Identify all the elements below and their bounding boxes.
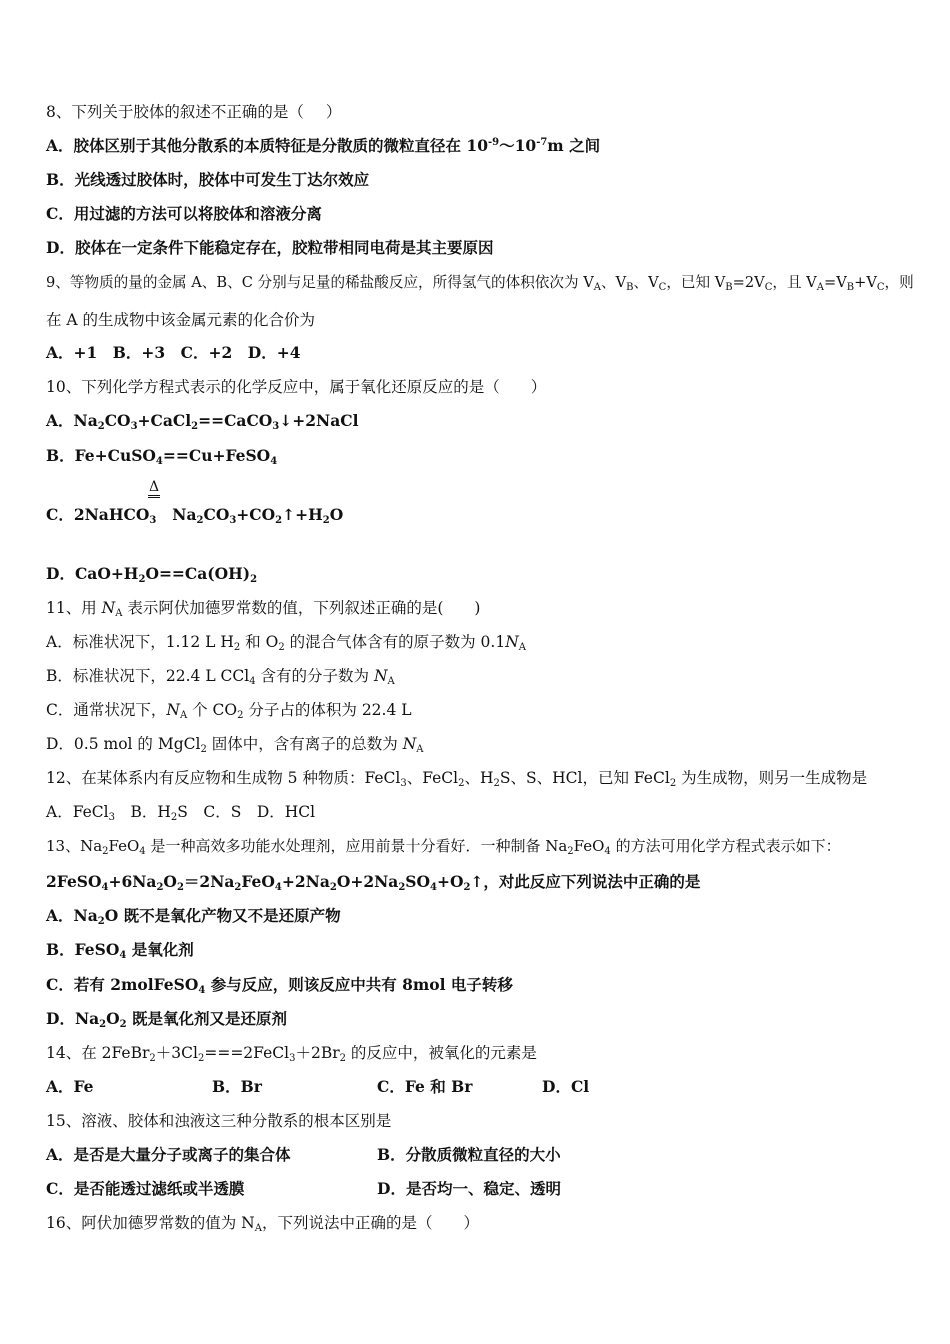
q16-stem: 16、阿伏加德罗常数的值为 $N_A$，下列说法中正确的是（ ） (46, 1214, 479, 1234)
q8-option-d: D．胶体在一定条件下能稳定存在，胶粒带相同电荷是其主要原因 (46, 238, 494, 257)
q15-option-b: B．分散质微粒直径的大小 (377, 1145, 561, 1164)
q11-option-c: C．通常状况下，$N_A$ 个 $CO_2$ 分子占的体积为 22.4 L (46, 701, 412, 721)
q8-option-b: B．光线透过胶体时，胶体中可发生丁达尔效应 (46, 170, 370, 189)
q12-options: A．FeCl$_3$ B．$H_2S$ C．S D．HCl (46, 803, 316, 823)
q13-option-c: C．若有 2molFeSO$_4$ 参与反应，则该反应中共有 8mol 电子转移 (46, 975, 513, 996)
q14-option-c: C．Fe 和 Br (377, 1077, 473, 1096)
q9-stem-line1: 9、等物质的量的金属 A、B、C 分别与足量的稀盐酸反应，所得氢气的体积依次为 $V_A$、$V_B$、$V_C$，已知 $V_B=2V_C$，且 $V_A=V_B+V_C$，则 (46, 274, 914, 293)
q13-option-a: A．$Na_2O$ 既不是氧化产物又不是还原产物 (46, 906, 341, 927)
q11-stem: 11、用 $N_A$ 表示阿伏加德罗常数的值，下列叙述正确的是( ) (46, 599, 481, 619)
q11-option-b: B．标准状况下，22.4 L CCl$_4$ 含有的分子数为 $N_A$ (46, 667, 395, 687)
q10-option-d: D．$CaO+H_2O==Ca(OH)_2$ (46, 564, 258, 585)
q8-option-a: A．胶体区别于其他分散系的本质特征是分散质的微粒直径在 $10^{-9}\sim 10^{-7}m$ 之间 (46, 136, 601, 155)
q13-equation: $2FeSO_4+6Na_2O_2=2Na_2FeO_4+2Na_2O+2Na_2SO_4+O_2↑$，对此反应下列说法中正确的是 (46, 872, 701, 893)
q10-stem: 10、下列化学方程式表示的化学反应中，属于氧化还原反应的是（ ） (46, 378, 547, 396)
q8-stem: 8、下列关于胶体的叙述不正确的是（ ） (46, 103, 342, 121)
q10-option-a: A．$Na_2CO_3+CaCl_2==CaCO_3↓+2NaCl$ (46, 411, 359, 432)
q13-stem: 13、$Na_2FeO_4$ 是一种高效多功能水处理剂，应用前景十分看好．一种制备 $Na_2FeO_4$ 的方法可用化学方程式表示如下： (46, 837, 841, 857)
q15-option-c: C．是否能透过滤纸或半透膜 (46, 1179, 245, 1198)
q8-option-c: C．用过滤的方法可以将胶体和溶液分离 (46, 204, 322, 223)
q11-option-d: D．0.5 mol 的 MgCl$_2$ 固体中，含有离子的总数为 $N_A$ (46, 735, 424, 755)
q13-option-b: B．FeSO$_4$ 是氧化剂 (46, 940, 194, 961)
q9-options: A．+1 B．+3 C．+2 D．+4 (46, 343, 301, 362)
q14-stem: 14、在 $2FeBr_2+3Cl_2===2FeCl_3+2Br_2$ 的反应中，被氧化的元素是 (46, 1044, 537, 1064)
q11-option-a: A．标准状况下，1.12 L $H_2$ 和 $O_2$ 的混合气体含有的原子数为 $0.1N_A$ (46, 633, 526, 653)
q12-stem: 12、在某体系内有反应物和生成物 5 种物质：FeCl$_3$、FeCl$_2$、$H_2S$、S、HCl，已知 FeCl$_2$ 为生成物，则另一生成物是 (46, 769, 868, 789)
q15-option-d: D．是否均一、稳定、透明 (377, 1179, 561, 1198)
q9-stem-line2: 在 A 的生成物中该金属元素的化合价为 (46, 311, 316, 329)
q14-option-b: B．Br (212, 1077, 262, 1096)
q10-option-c: C．2NaHCO$_3$ $Na_2CO_3+CO_2↑+H_2O$ (46, 505, 344, 526)
q14-option-d: D．Cl (542, 1077, 590, 1096)
q15-stem: 15、溶液、胶体和浊液这三种分散系的根本区别是 (46, 1112, 392, 1130)
heating-symbol: Δ (148, 480, 160, 498)
q13-option-d: D．$Na_2O_2$ 既是氧化剂又是还原剂 (46, 1009, 288, 1030)
q10-option-b: B．Fe+CuSO$_4$==Cu+FeSO$_4$ (46, 446, 278, 467)
q15-option-a: A．是否是大量分子或离子的集合体 (46, 1145, 291, 1164)
q14-option-a: A．Fe (46, 1077, 94, 1096)
